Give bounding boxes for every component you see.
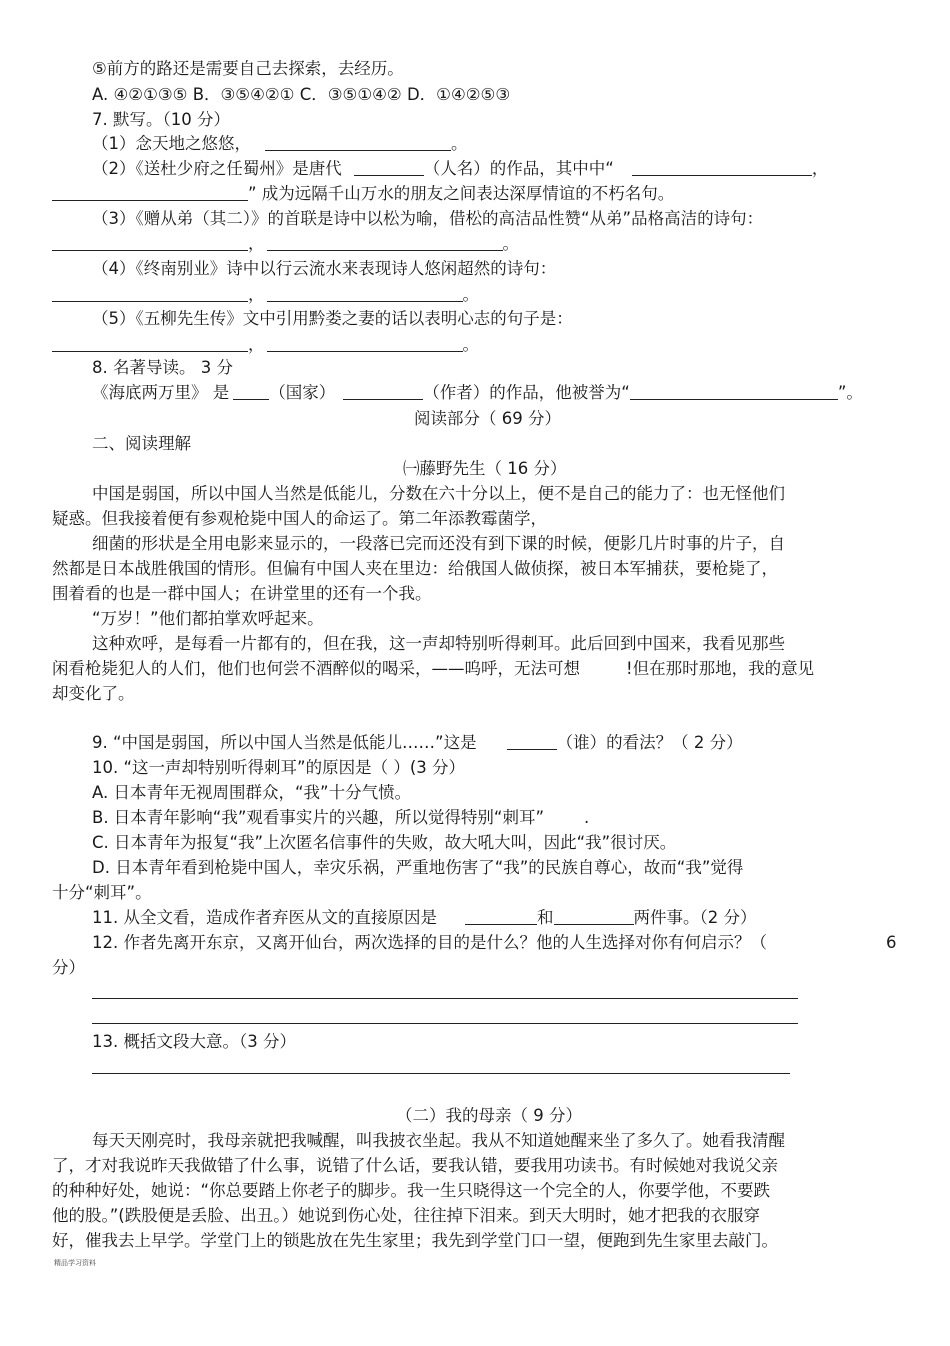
q12: 12. 作者先离开东京，又离开仙台，两次选择的目的是什么？他的人生选择对你有何启示？（ — [92, 933, 767, 952]
answer-blank[interactable] — [267, 284, 463, 302]
q7-s2-text3: ” 成为远隔千山万水的朋友之间表达深厚情谊的不朽名句。 — [248, 184, 675, 203]
q10-option-d: D. 日本青年看到枪毙中国人，幸灾乐祸，严重地伤害了“我”的民族自尊心，故而“我”觉得 — [92, 858, 744, 877]
answer-blank[interactable] — [52, 334, 248, 352]
answer-blank[interactable] — [465, 907, 537, 925]
q11-text: 11. 从全文看，造成作者弃医从文的直接原因是 — [92, 908, 437, 927]
answer-blank[interactable] — [52, 233, 248, 251]
answer-blank[interactable] — [632, 158, 812, 176]
passage2-line: 每天天刚亮时，我母亲就把我喊醒，叫我披衣坐起。我从不知道她醒来坐了多久了。她看我清醒 — [92, 1131, 785, 1150]
q8-line — [92, 382, 863, 404]
q9-text: 9. “中国是弱国，所以中国人当然是低能儿……”这是 — [92, 733, 477, 752]
q7-s3-answer — [52, 233, 519, 255]
q10-option-b — [92, 807, 589, 829]
q7-s1-end: 。 — [451, 134, 468, 153]
passage1-line: 中国是弱国，所以中国人当然是低能儿，分数在六十分以上，便不是自己的能力了：也无怪他们 — [92, 484, 785, 503]
q13: 13. 概括文段大意。（3 分） — [92, 1032, 296, 1051]
answer-blank[interactable] — [52, 183, 248, 201]
q11-text2: 两件事。（2 分） — [633, 908, 757, 927]
q8-text-a: 《海底两万里》 是 — [92, 383, 230, 402]
passage1-title: ㈠藤野先生（ 16 分） — [403, 459, 567, 478]
passage2-line: 他的股。”(跌股便是丢脸、出丑。）她说到伤心处，往往掉下泪来。到天大明时，她才把我的衣服穿 — [52, 1206, 760, 1225]
q10-option-d-cont: 十分“刺耳”。 — [52, 883, 152, 902]
q10-option-b-text: B. 日本青年影响“我”观看事实片的兴趣，所以觉得特别“刺耳” — [92, 808, 545, 827]
q7-s2-comma: ， — [811, 159, 829, 178]
q11-and: 和 — [537, 908, 554, 927]
passage1-line: 这种欢呼，是每看一片都有的，但在我，这一声却特别听得刺耳。此后回到中国来，我看见那些 — [92, 634, 785, 653]
answer-blank[interactable] — [554, 907, 634, 925]
period: 。 — [462, 285, 479, 304]
q11 — [92, 907, 757, 929]
q6-item5: ⑤前方的路还是需要自己去探索，去经历。 — [92, 59, 404, 78]
q10-option-a: A. 日本青年无视周围群众，“我”十分气愤。 — [92, 783, 412, 802]
passage1-line: 然都是日本战胜俄国的情形。但偏有中国人夹在里边：给俄国人做侦探，被日本军捕获，要枪毙了， — [52, 559, 778, 578]
passage1-line — [52, 658, 814, 680]
period: 。 — [462, 335, 479, 354]
q7-title: 7. 默写。（10 分） — [92, 110, 230, 129]
q8-text-c: （作者）的作品，他被誉为“ — [423, 383, 630, 402]
section-title: 二、阅读理解 — [92, 434, 191, 453]
q10-option-b-dot: . — [584, 808, 590, 827]
answer-line[interactable] — [92, 1023, 798, 1024]
q7-s1-text: （1）念天地之悠悠， — [92, 134, 251, 153]
q6-options: A. ④②①③⑤ B．③⑤④②① C．③⑤①④② D．①④②⑤③ — [92, 85, 511, 104]
answer-blank[interactable] — [630, 382, 838, 400]
passage1-text: 闲看枪毙犯人的人们，他们也何尝不酒醉似的喝采，——呜呼，无法可想 — [52, 659, 580, 678]
answer-blank[interactable] — [267, 334, 463, 352]
passage1-line: 却变化了。 — [52, 684, 135, 703]
q9-text2: （谁）的看法？（ 2 分） — [556, 733, 743, 752]
q7-s2-cont — [52, 183, 674, 205]
q7-s5-answer — [52, 334, 479, 356]
q7-s3: （3）《赠从弟（其二）》的首联是诗中以松为喻，借松的高洁品性赞“从弟”品格高洁的诗句： — [92, 209, 764, 228]
q12-score: 6 — [886, 933, 897, 952]
q7-s4: （4）《终南别业》诗中以行云流水来表现诗人悠闲超然的诗句： — [92, 259, 557, 278]
comma: ， — [248, 234, 265, 253]
q7-s2-text: （2）《送杜少府之任蜀州》是唐代 — [92, 159, 342, 178]
q10-option-c: C. 日本青年为报复“我”上次匿名信事件的失败，故大吼大叫，因此“我”很讨厌。 — [92, 833, 677, 852]
answer-blank[interactable] — [267, 233, 503, 251]
answer-line[interactable] — [92, 998, 798, 999]
q7-s2 — [92, 158, 828, 180]
q7-s4-answer — [52, 284, 479, 306]
answer-blank[interactable] — [233, 382, 269, 400]
passage2-title: （二）我的母亲（ 9 分） — [396, 1106, 582, 1125]
passage2-line: 了，才对我说昨天我做错了什么事，说错了什么话，要我认错，要我用功读书。有时候她对我说父亲 — [52, 1156, 778, 1175]
q8-text-b: （国家） — [269, 383, 336, 402]
answer-line[interactable] — [92, 1073, 790, 1074]
footer-text: 精品学习资料 — [54, 1259, 96, 1267]
q9 — [92, 732, 743, 754]
q8-text-d: ”。 — [837, 383, 863, 402]
period: 。 — [502, 234, 519, 253]
q12-cont: 分） — [52, 958, 85, 977]
q10: 10. “这一声却特别听得刺耳”的原因是（ ）(3 分） — [92, 758, 466, 777]
answer-blank[interactable] — [507, 732, 557, 750]
passage1-line: 细菌的形状是全用电影来显示的，一段落已完而还没有到下课的时候，便影几片时事的片子，自 — [92, 534, 785, 553]
reading-header: 阅读部分（ 69 分） — [414, 409, 561, 428]
passage1-line: 围着看的也是一群中国人；在讲堂里的还有一个我。 — [52, 584, 432, 603]
answer-blank[interactable] — [52, 284, 248, 302]
answer-blank[interactable] — [354, 158, 424, 176]
q7-s5: （5）《五柳先生传》文中引用黔娄之妻的话以表明心志的句子是： — [92, 309, 573, 328]
passage2-line: 好，催我去上早学。学堂门上的锁匙放在先生家里；我先到学堂门口一望，便跑到先生家里去敲门。 — [52, 1231, 778, 1250]
passage1-line: 疑惑。但我接着便有参观枪毙中国人的命运了。第二年添教霉菌学， — [52, 509, 547, 528]
comma: ， — [248, 285, 265, 304]
comma: ， — [248, 335, 265, 354]
q8-title: 8. 名著导读。 3 分 — [92, 358, 233, 377]
q7-s1 — [92, 133, 468, 155]
passage2-line: 的种种好处，她说：“你总要踏上你老子的脚步。我一生只晓得这一个完全的人，你要学他，不要跌 — [52, 1181, 771, 1200]
q7-s2-text2: （人名）的作品，其中中“ — [423, 159, 614, 178]
passage1-text: !但在那时那地，我的意见 — [626, 659, 815, 678]
answer-blank[interactable] — [265, 133, 451, 151]
passage1-line: “万岁！”他们都拍掌欢呼起来。 — [92, 609, 324, 628]
answer-blank[interactable] — [343, 382, 423, 400]
